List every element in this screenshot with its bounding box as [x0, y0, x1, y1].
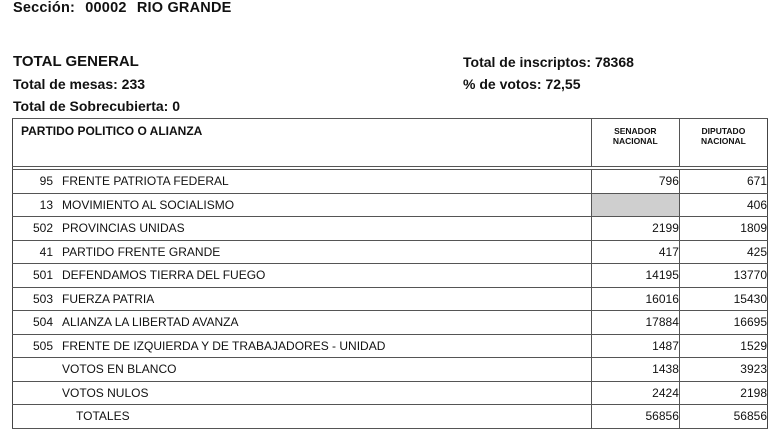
party-cell: [13, 358, 592, 382]
party-name: PROVINCIAS UNIDAS: [62, 221, 185, 236]
party-code: 502: [32, 221, 53, 236]
senador-votes: 17884: [591, 311, 679, 335]
party-cell: [13, 170, 592, 194]
table-row: [13, 193, 768, 217]
party-cell: [13, 217, 592, 241]
senador-total: 56856: [591, 405, 679, 429]
total-mesas: Total de mesas: 233: [13, 76, 146, 92]
party-code: 505: [32, 338, 53, 353]
party-cell: [13, 264, 592, 288]
total-sobrecubierta: Total de Sobrecubierta: 0: [13, 98, 180, 114]
party-name: MOVIMIENTO AL SOCIALISMO: [62, 197, 235, 212]
table-row: [13, 217, 768, 241]
diputado-votes: 1529: [679, 334, 767, 358]
senador-votes: 1487: [591, 334, 679, 358]
section-heading: [13, 0, 238, 16]
diputado-votes: 3923: [679, 358, 767, 382]
header-party: PARTIDO POLITICO O ALIANZA: [13, 119, 592, 167]
party-name: VOTOS EN BLANCO: [62, 362, 177, 377]
header-senador-line1: SENADOR: [614, 126, 657, 136]
summary-left: [13, 51, 180, 117]
table-body: [13, 167, 768, 429]
party-code: 504: [32, 315, 53, 330]
diputado-votes: 2198: [679, 381, 767, 405]
summary-title: TOTAL GENERAL: [13, 53, 139, 70]
header-diputado: [679, 119, 767, 167]
party-name: DEFENDAMOS TIERRA DEL FUEGO: [62, 268, 266, 283]
party-name: FRENTE PATRIOTA FEDERAL: [62, 174, 229, 189]
summary-right: [463, 51, 634, 95]
party-cell: [13, 334, 592, 358]
senador-votes: 796: [591, 170, 679, 194]
results-table: [12, 118, 768, 429]
senador-votes: 16016: [591, 287, 679, 311]
party-cell: [13, 287, 592, 311]
party-cell: [13, 193, 592, 217]
party-code: 41: [39, 244, 53, 259]
diputado-votes: 671: [679, 170, 767, 194]
diputado-total: 56856: [679, 405, 767, 429]
party-cell: [13, 381, 592, 405]
table-row: [13, 358, 768, 382]
table-row: [13, 381, 768, 405]
senador-votes: 14195: [591, 264, 679, 288]
table-row: [13, 287, 768, 311]
votos-percentage: % de votos: 72,55: [463, 76, 581, 92]
totals-label: TOTALES: [76, 409, 130, 424]
senador-votes: 2199: [591, 217, 679, 241]
diputado-votes: 16695: [679, 311, 767, 335]
table-row: [13, 334, 768, 358]
totals-cell: [13, 405, 592, 429]
party-code: 501: [32, 268, 53, 283]
total-inscriptos: Total de inscriptos: 78368: [463, 54, 634, 70]
header-diputado-line2: NACIONAL: [701, 136, 746, 146]
diputado-votes: 15430: [679, 287, 767, 311]
senador-votes: 1438: [591, 358, 679, 382]
diputado-votes: 406: [679, 193, 767, 217]
header-senador: [591, 119, 679, 167]
senador-votes: [591, 193, 679, 217]
table-header-row: [13, 119, 768, 167]
senador-votes: 2424: [591, 381, 679, 405]
party-cell: [13, 240, 592, 264]
header-senador-line2: NACIONAL: [612, 136, 658, 146]
party-code: 13: [39, 197, 53, 212]
section-label: Sección:: [13, 0, 76, 16]
table-row: [13, 264, 768, 288]
table-row: [13, 311, 768, 335]
totals-row: [13, 405, 768, 429]
party-code: 503: [32, 291, 53, 306]
table-row: [13, 170, 768, 194]
diputado-votes: 13770: [679, 264, 767, 288]
party-name: VOTOS NULOS: [62, 385, 149, 400]
senador-votes: 417: [591, 240, 679, 264]
party-name: PARTIDO FRENTE GRANDE: [62, 244, 221, 259]
section-code: 00002: [85, 0, 127, 16]
header-diputado-line1: DIPUTADO: [701, 126, 746, 136]
table-row: [13, 240, 768, 264]
party-code: 95: [39, 174, 53, 189]
section-name: RIO GRANDE: [136, 0, 232, 16]
party-cell: [13, 311, 592, 335]
diputado-votes: 425: [679, 240, 767, 264]
party-name: FRENTE DE IZQUIERDA Y DE TRABAJADORES - UNIDAD: [62, 338, 386, 353]
diputado-votes: 1809: [679, 217, 767, 241]
party-name: FUERZA PATRIA: [62, 291, 155, 306]
party-name: ALIANZA LA LIBERTAD AVANZA: [62, 315, 239, 330]
